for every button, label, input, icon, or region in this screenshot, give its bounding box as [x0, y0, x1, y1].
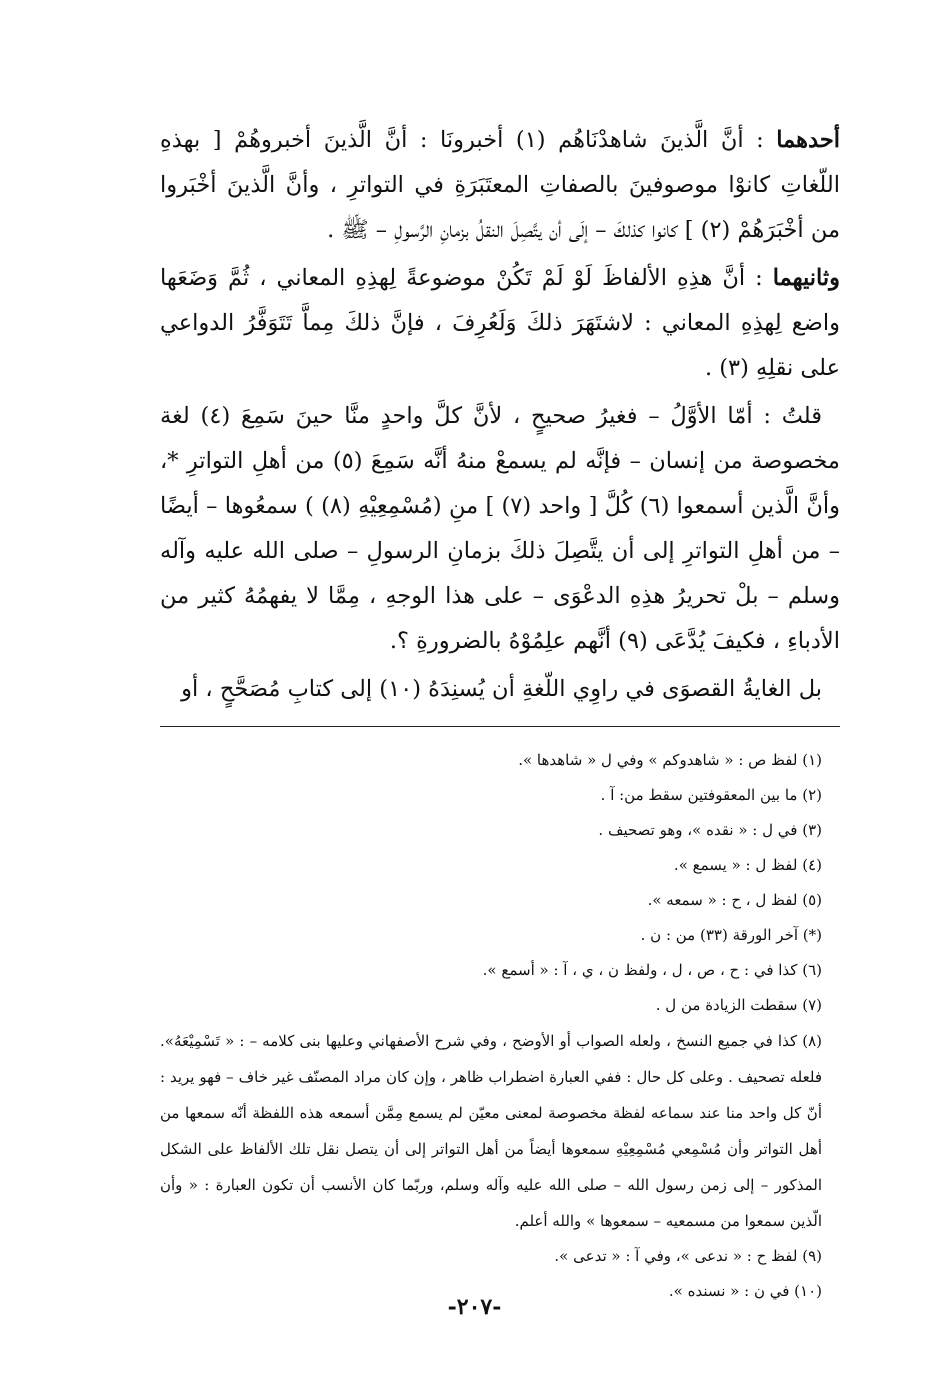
footnote: (٨) كذا في جميع النسخ ، ولعله الصواب أو الأوضح ، وفي شرح الأصفهاني وعليها بنى كلامه – : « تَسْمِيْعَهُ». فلعله تصحيف . وعلى كل حال : ففي العبارة اضطراب ظاهر ، وإن كان مراد المصنّف غير خاف – فهو يريد : أنّ كل واحد منا عند سماعه لفظة مخصوصة لمعنى معيّن لم يسمع مِمَّن أسمعه هذه اللفظة أنّه سمعها من أهل التواتر وأن مُسْمِعي مُسْمِعِيْهِ سمعوها أيضاً من أهل التواتر إلى أن يتصل نقل تلك الألفاظ على الشكل المذكور – إلى زمن رسول الله – صلى الله عليه وآله وسلم، وربّما كان الأنسب أن تكون العبارة : « وأن الّذين سمعوا من مسمعيه – سمعوها » والله أعلم. [160, 1032, 822, 1230]
footnote: (٦) كذا في : ح ، ص ، ل ، ولفظ ن ، ي ، آ : « أسمع ». [482, 961, 822, 979]
footnote: (٢) ما بين المعقوفتين سقط من: آ . [600, 786, 822, 804]
page-content [160, 118, 840, 1309]
footnote: (٤) لفظ ل : « يسمع ». [673, 856, 822, 874]
footnote: (٥) لفظ ل ، ح : « سمعه ». [647, 891, 822, 909]
main-text [160, 118, 840, 712]
footnotes [160, 743, 840, 1309]
paragraph-1 [160, 118, 840, 253]
paragraph-body: : أنَّ الَّذينَ شاهدْنَاهُم (١) أخبرونَا : أنَّ الَّذينَ أخبروهُمْ [ بهذهِ اللّغاتِ كانوْا موصوفينَ بالصفاتِ المعتَبَرَةِ في التواترِ ، وأنَّ الَّذينَ أخْبَروا من أخْبَرَهُمْ (٢) ] كانوا كذلكَ – إلَى أن يتَّصِلَ النقلُ بزمانِ الرَّسولِ – ﷺ . [160, 127, 840, 243]
paragraph-4 [160, 667, 840, 712]
paragraph-body: : أنَّ هذِهِ الألفاظَ لَوْ لَمْ تَكُنْ موضوعةً لِهذِهِ المعاني ، ثُمَّ وَضَعَها واضع لِهذِهِ المعاني : لاشتَهَرَ ذلكَ وَلَعُرِفَ ، فإنَّ ذلكَ مِماَّ تَتَوَفَّرُ الدواعي على نقلِهِ (٣) . [160, 265, 840, 381]
footnote: (*) آخر الورقة (٣٣) من : ن . [640, 926, 822, 944]
paragraph-2 [160, 256, 840, 391]
paragraph-body: بل الغايةُ القصوَى في راوِي اللّغةِ أن يُسنِدَهُ (١٠) إلى كتابِ مُصَحَّحٍ ، أو [181, 676, 822, 702]
paragraph-lead: وثانيهما [772, 265, 840, 291]
footnote: (١) لفظ ص : « شاهدوكم » وفي ل « شاهدها ». [518, 751, 822, 769]
page-number: -٢٠٧- [447, 1294, 502, 1320]
footnote: (١٠) في ن : « نسنده ». [668, 1282, 822, 1300]
footnote: (٧) سقطت الزيادة من ل . [655, 996, 822, 1014]
paragraph-3 [160, 394, 840, 664]
footnote: (٩) لفظ ح : « ندعى »، وفي آ : « تدعى ». [554, 1247, 822, 1265]
footnote-separator [160, 726, 840, 727]
paragraph-body: قلتُ : أمّا الأوَّلُ – فغيرُ صحيحٍ ، لأنَّ كلَّ واحدٍ منَّا حينَ سَمِعَ (٤) لغة مخصوصة من إنسان – فإنَّه لم يسمعْ منهُ أنَّه سَمِعَ (٥) من أهلِ التواترِ *، وأنَّ الَّذين أسمعوا (٦) كُلَّ [ واحد (٧) ] منِ (مُسْمِعِيْهِ (٨) ) سمعُوها – أيضًا – من أهلِ التواترِ إلى أن يتَّصِلَ ذلكَ بزمانِ الرسولِ – صلى الله عليه وآله وسلم – بلْ تحريرُ هذِهِ الدعْوَى – على هذا الوجهِ ، مِمَّا لا يفهمُهُ كثير من الأدباءِ ، فكيفَ يُدَّعَى (٩) أنَّهم علِمُوْهُ بالضرورةِ ؟. [160, 403, 840, 654]
paragraph-lead: أحدهما [776, 127, 840, 153]
footnote: (٣) في ل : « نقده »، وهو تصحيف . [598, 821, 822, 839]
